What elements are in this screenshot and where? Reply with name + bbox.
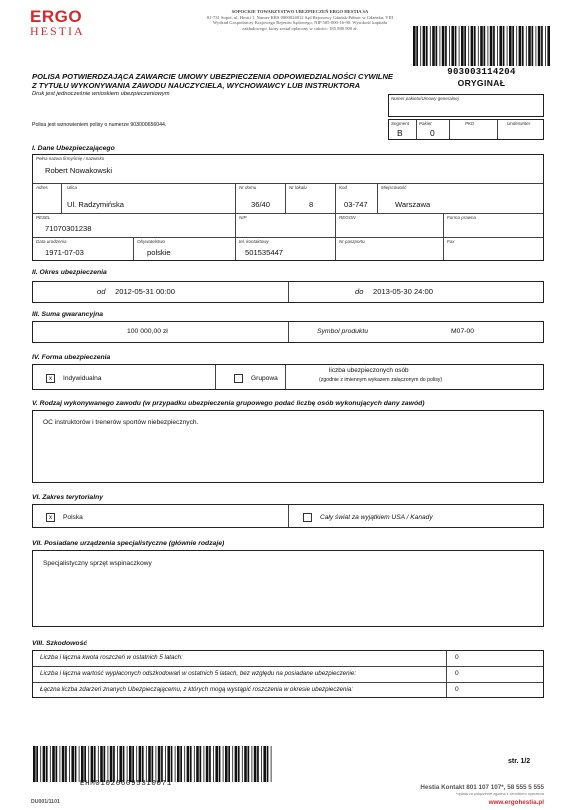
birth-divider bbox=[133, 237, 134, 260]
nip-label: NIP bbox=[239, 215, 247, 220]
flat-value: 8 bbox=[309, 200, 314, 209]
passport-label: Nr paszportu bbox=[339, 239, 365, 244]
pesel-divider bbox=[235, 213, 236, 237]
segment-value: B bbox=[397, 128, 403, 138]
claims-box bbox=[32, 650, 544, 698]
claims-row-divider-2 bbox=[33, 682, 543, 683]
city-value: Warszawa bbox=[395, 200, 431, 209]
company-details: 81-731 Sopot, ul. Hestii 1. Numer KRS 0000024812 Sąd Rejonowy Gdańsk-Północ w Gdańsku, VIII Wydział Gospodarczy Krajowego Rejestru Sądowego, NIP 585-000-16-90. Wysokość kapitału zakładowego, który został opłacony w całości: 185.980.900 zł. bbox=[206, 14, 394, 31]
document-subtitle: Druk jest jednocześnie wnioskiem ubezpieczeniowym bbox=[32, 91, 170, 97]
profession-value: OC instruktorów i trenerów sportów niebezpiecznych. bbox=[43, 419, 199, 426]
street-divider bbox=[235, 183, 236, 213]
general-agreement-box bbox=[388, 94, 544, 117]
claims-divider bbox=[446, 651, 447, 697]
passport-divider bbox=[443, 237, 444, 260]
sum-value: 100 000,00 zł bbox=[127, 328, 168, 335]
city-label: Miejscowość bbox=[381, 185, 407, 190]
section-5-heading: V. Rodzaj wykonywanego zawodu (w przypadku ubezpieczenia grupowego podać liczbę osób wykonujących dany zawód) bbox=[32, 400, 425, 407]
world-label: Cały świat za wyjątkiem USA / Kanady bbox=[320, 514, 433, 521]
package-value: 0 bbox=[430, 128, 435, 138]
flat-label: Nr lokalu bbox=[289, 185, 307, 190]
street-label: Ulica bbox=[67, 185, 78, 190]
package-label: Pakiet bbox=[419, 121, 432, 126]
individual-label: Indywidualna bbox=[63, 375, 102, 382]
citizenship-value: polskie bbox=[147, 248, 171, 257]
birth-value: 1971-07-03 bbox=[45, 248, 84, 257]
form-divider-1 bbox=[215, 365, 216, 389]
section-6-heading: VI. Zakres terytorialny bbox=[32, 494, 104, 501]
document-title-line1: POLISA POTWIERDZAJĄCA ZAWARCIE UMOWY UBEZPIECZENIA ODPOWIEDZIALNOŚCI CYWILNE bbox=[32, 72, 393, 81]
insured-count-note: (zgodnie z imiennym wykazem załączonym do polisy) bbox=[319, 377, 443, 383]
pkd-label: PKD bbox=[465, 121, 475, 126]
phone-label: tel. kontaktowy bbox=[239, 239, 269, 244]
sum-divider bbox=[288, 322, 289, 342]
document-title bbox=[32, 72, 402, 90]
period-divider bbox=[288, 282, 289, 302]
product-label: Symbol produktu bbox=[317, 328, 369, 335]
claims-row-1-label: Liczba i łączna kwota roszczeń w ostatnich 5 latach: bbox=[40, 654, 183, 661]
policy-barcode bbox=[413, 26, 550, 66]
house-label: Nr domu bbox=[239, 185, 257, 190]
footer-barcode bbox=[33, 746, 273, 782]
section-4-heading: IV. Forma ubezpieczenia bbox=[32, 354, 111, 361]
row-divider-1 bbox=[33, 183, 543, 184]
street-value: Ul. Radzymińska bbox=[67, 200, 124, 209]
insurance-form-box bbox=[32, 364, 544, 390]
birth-label: Data urodzenia bbox=[36, 239, 67, 244]
original-label: ORYGINAŁ bbox=[457, 78, 506, 88]
citizenship-divider bbox=[235, 237, 236, 260]
nip-divider bbox=[335, 213, 336, 237]
hestia-logo: HESTIA bbox=[30, 24, 85, 38]
section-3-heading: III. Suma gwarancyjna bbox=[32, 311, 104, 318]
poland-checkbox[interactable]: x bbox=[46, 513, 55, 522]
period-box bbox=[32, 281, 544, 303]
citizenship-label: Obywatelstwo bbox=[137, 239, 166, 244]
house-value: 36/40 bbox=[251, 200, 271, 209]
flat-divider bbox=[335, 183, 336, 213]
world-checkbox[interactable] bbox=[303, 513, 312, 522]
document-id: DU001/1101 bbox=[31, 799, 60, 805]
period-to-label: do bbox=[355, 287, 364, 296]
period-to-value: 2013-05-30 24:00 bbox=[373, 287, 433, 296]
group-label: Grupowa bbox=[251, 375, 278, 382]
territory-box bbox=[32, 504, 544, 528]
general-agreement-label: Numer pakietu/Umowy generalnej bbox=[391, 96, 459, 101]
segment-label: Segment bbox=[391, 121, 410, 126]
legal-form-label: Forma prawna bbox=[447, 215, 477, 220]
address-divider bbox=[61, 183, 62, 213]
page-number: str. 1/2 bbox=[508, 758, 531, 765]
period-from-value: 2012-05-31 00:00 bbox=[115, 287, 175, 296]
contact-line: Hestia Kontakt 801 107 107*, 58 555 5 555 bbox=[420, 784, 544, 791]
sum-box bbox=[32, 321, 544, 343]
claims-row-2-value: 0 bbox=[455, 670, 459, 677]
claims-row-2-label: Liczba i łączna wartość wypłaconych odszkodowań w ostatnich 5 latach, bez względu na posiadane ubezpieczenie: bbox=[40, 670, 357, 677]
regon-divider bbox=[443, 213, 444, 237]
house-divider bbox=[285, 183, 286, 213]
policy-number: 903003114204 bbox=[447, 67, 516, 77]
regon-label: REGON bbox=[339, 215, 356, 220]
pesel-label: PESEL bbox=[36, 215, 51, 220]
profession-box bbox=[32, 410, 544, 483]
section-8-heading: VIII. Szkodowość bbox=[32, 640, 88, 647]
renewal-text: Polisa jest wznowieniem polisy o numerze 903000656044. bbox=[32, 122, 167, 128]
pkd-divider bbox=[497, 120, 498, 139]
group-checkbox[interactable] bbox=[234, 374, 243, 383]
company-info bbox=[205, 9, 395, 31]
underwriter-label: Underwriter bbox=[507, 121, 531, 126]
postcode-label: Kod bbox=[339, 185, 348, 190]
claims-row-3-label: Łączna liczba zdarzeń znanych Ubezpieczającemu, z których mogą wystąpić roszczenia w okresie ubezpieczenia: bbox=[40, 686, 353, 693]
document-title-line2: Z TYTUŁU WYKONYWANIA ZAWODU NAUCZYCIELA, WYCHOWAWCY LUB INSTRUKTORA bbox=[32, 81, 361, 90]
address-label: Adres bbox=[36, 185, 48, 190]
phone-divider bbox=[335, 237, 336, 260]
company-name: SOPOCKIE TOWARZYSTWO UBEZPIECZEŃ ERGO HESTIA SA bbox=[231, 9, 369, 14]
row-divider-2 bbox=[33, 213, 543, 214]
fax-label: Fax bbox=[447, 239, 455, 244]
postcode-value: 03-747 bbox=[344, 200, 368, 209]
territory-divider bbox=[288, 505, 289, 527]
insured-count-label: liczba ubezpieczonych osób bbox=[329, 367, 409, 374]
footer-barcode-text: EHM010206095310071 bbox=[80, 780, 172, 788]
form-divider-2 bbox=[285, 365, 286, 389]
claims-row-1-value: 0 bbox=[455, 654, 459, 661]
fullname-label: Pełna nazwa firmy/imię i nazwisko bbox=[36, 156, 105, 161]
individual-checkbox[interactable]: x bbox=[46, 374, 55, 383]
insured-data-box bbox=[32, 154, 544, 261]
claims-row-3-value: 0 bbox=[455, 686, 459, 693]
website-link[interactable]: www.ergohestia.pl bbox=[488, 799, 544, 806]
package-divider bbox=[449, 120, 450, 139]
pesel-value: 71070301238 bbox=[45, 224, 92, 233]
row-divider-3 bbox=[33, 237, 543, 238]
claims-row-divider-1 bbox=[33, 666, 543, 667]
section-1-heading: I. Dane Ubezpieczającego bbox=[32, 145, 115, 152]
segment-box bbox=[388, 119, 544, 140]
equipment-box bbox=[32, 550, 544, 627]
equipment-value: Specjalistyczny sprzęt wspinaczkowy bbox=[43, 560, 152, 567]
postcode-divider bbox=[377, 183, 378, 213]
phone-value: 501535447 bbox=[245, 248, 284, 257]
fullname-value: Robert Nowakowski bbox=[45, 166, 113, 175]
segment-divider bbox=[416, 120, 417, 139]
section-2-heading: II. Okres ubezpieczenia bbox=[32, 269, 107, 276]
period-from-label: od bbox=[97, 287, 106, 296]
poland-label: Polska bbox=[63, 514, 83, 521]
product-value: M07-00 bbox=[451, 328, 475, 335]
contact-note: *opłata za połączenie zgodna z cennikiem operatora bbox=[455, 792, 544, 796]
ergo-logo: ERGO bbox=[30, 7, 83, 26]
section-7-heading: VII. Posiadane urządzenia specjalistyczne (głównie rodzaje) bbox=[32, 540, 225, 547]
